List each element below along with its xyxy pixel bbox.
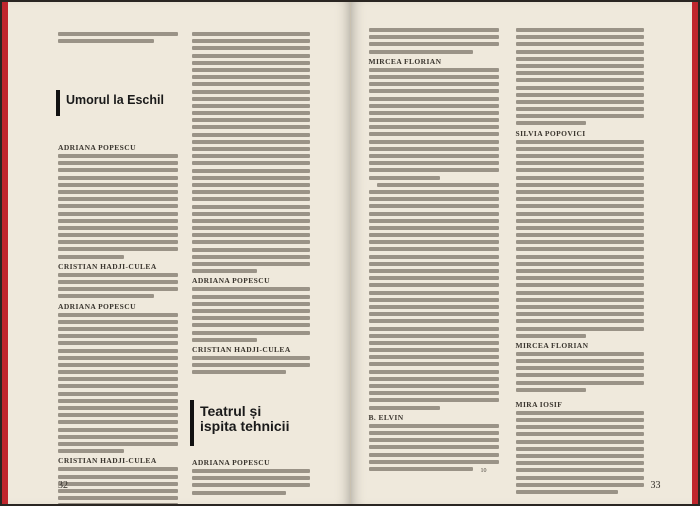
left-red-edge: [2, 2, 8, 504]
article-heading-teatrul-line1: Teatrul și: [200, 403, 262, 419]
speaker-name: CRISTIAN HADJI-CULEA: [58, 261, 157, 271]
page-number-left: 32: [58, 480, 68, 491]
speaker-name: MIRCEA FLORIAN: [515, 340, 589, 350]
left-page-column-1: [58, 32, 178, 46]
right-page-column-2: [516, 28, 644, 497]
article-heading-box-2: [190, 400, 318, 446]
page-number-right: 33: [650, 480, 661, 491]
speaker-name: ADRIANA POPESCU: [192, 458, 270, 467]
article-heading-box-1: [56, 90, 181, 116]
speaker-name: SILVIA POPOVICI: [515, 128, 586, 138]
speaker-name: MIRCEA FLORIAN: [368, 56, 442, 66]
speaker-name: CRISTIAN HADJI-CULEA: [192, 344, 291, 354]
left-page: [2, 2, 351, 504]
right-red-edge: [692, 2, 698, 504]
magazine-spread: [2, 2, 698, 504]
left-page-column-2-bottom: [192, 457, 310, 498]
left-page-column-1-body: [58, 142, 178, 504]
right-page-column-1: [369, 28, 499, 474]
article-heading-teatrul-line2: ispita tehnicii: [200, 417, 290, 434]
right-page: [351, 2, 699, 504]
speaker-name: MIRA IOSIF: [515, 399, 563, 409]
speaker-name: ADRIANA POPESCU: [58, 301, 136, 311]
article-heading-umorul: Umorul la Eschil: [66, 93, 164, 107]
speaker-name: B. ELVIN: [368, 412, 404, 422]
speaker-name: ADRIANA POPESCU: [58, 143, 136, 152]
left-page-column-2: [192, 32, 310, 377]
gutter-number: 10: [480, 468, 487, 474]
speaker-name: CRISTIAN HADJI-CULEA: [58, 456, 157, 466]
speaker-name: ADRIANA POPESCU: [192, 276, 270, 286]
